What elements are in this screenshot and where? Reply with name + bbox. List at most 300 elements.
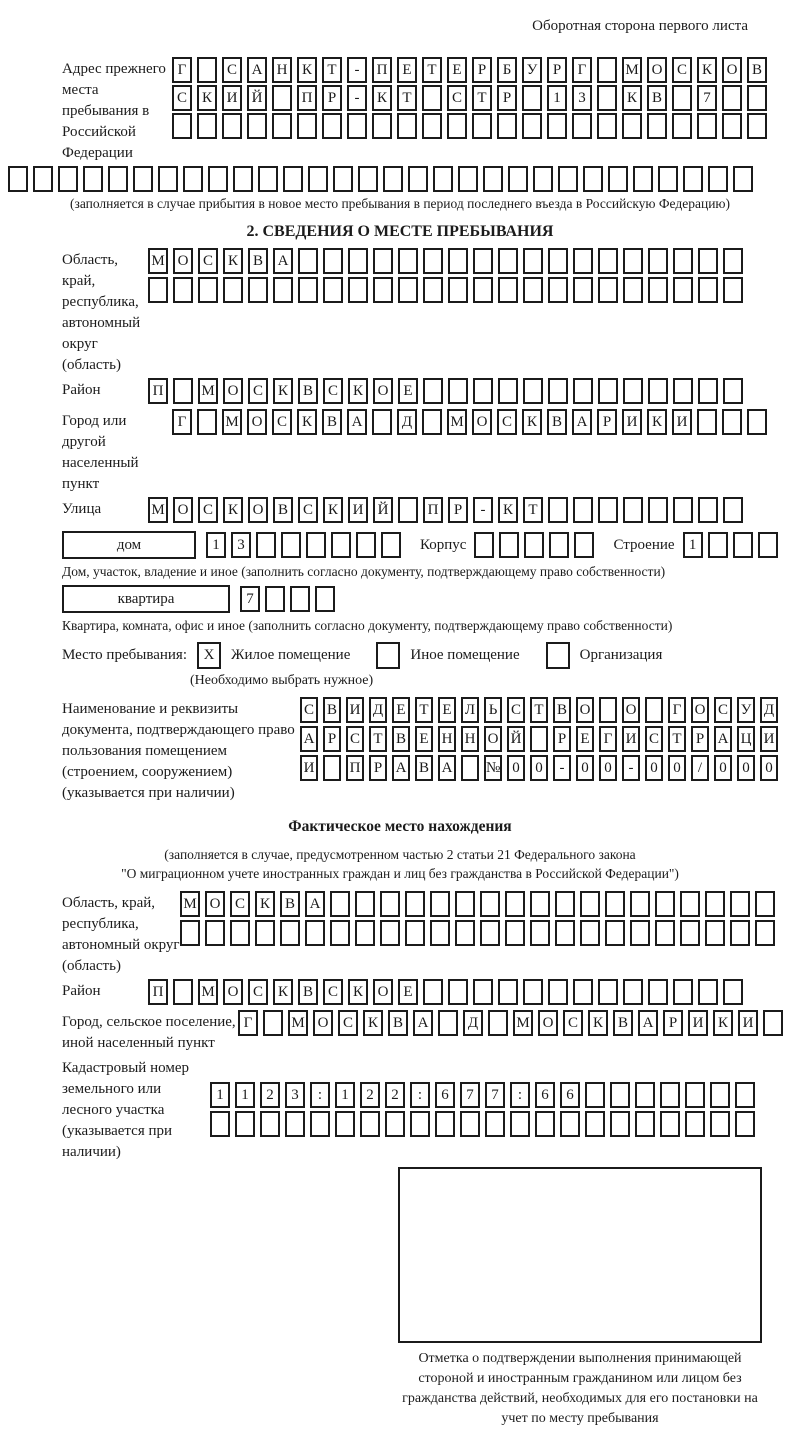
char-cell[interactable] xyxy=(698,378,718,404)
char-cell[interactable] xyxy=(747,409,767,435)
char-cell[interactable]: С xyxy=(298,497,318,523)
ownership-document-row-2[interactable] xyxy=(300,726,800,752)
char-cell[interactable]: 1 xyxy=(335,1082,355,1108)
char-cell[interactable]: Е xyxy=(438,697,456,723)
char-cell[interactable]: Т xyxy=(523,497,543,523)
char-cell[interactable] xyxy=(197,113,217,139)
char-cell[interactable] xyxy=(423,979,443,1005)
char-cell[interactable] xyxy=(722,113,742,139)
char-cell[interactable]: К xyxy=(713,1010,733,1036)
char-cell[interactable]: А xyxy=(714,726,732,752)
char-cell[interactable] xyxy=(598,277,618,303)
char-cell[interactable]: А xyxy=(572,409,592,435)
char-cell[interactable] xyxy=(660,1111,680,1137)
char-cell[interactable] xyxy=(723,378,743,404)
char-cell[interactable] xyxy=(648,979,668,1005)
char-cell[interactable]: С xyxy=(198,248,218,274)
char-cell[interactable] xyxy=(758,532,778,558)
char-cell[interactable] xyxy=(635,1111,655,1137)
char-cell[interactable] xyxy=(360,1111,380,1137)
char-cell[interactable]: 6 xyxy=(535,1082,555,1108)
char-cell[interactable] xyxy=(33,166,53,192)
char-cell[interactable]: С xyxy=(198,497,218,523)
char-cell[interactable]: С xyxy=(672,57,692,83)
char-cell[interactable] xyxy=(583,166,603,192)
char-cell[interactable]: П xyxy=(423,497,443,523)
char-cell[interactable] xyxy=(648,277,668,303)
char-cell[interactable] xyxy=(435,1111,455,1137)
char-cell[interactable] xyxy=(763,1010,783,1036)
char-cell[interactable]: В xyxy=(322,409,342,435)
char-cell[interactable] xyxy=(461,755,479,781)
char-cell[interactable]: Р xyxy=(323,726,341,752)
char-cell[interactable]: : xyxy=(510,1082,530,1108)
char-cell[interactable]: К xyxy=(522,409,542,435)
char-cell[interactable] xyxy=(580,891,600,917)
char-cell[interactable]: О xyxy=(722,57,742,83)
char-cell[interactable]: К xyxy=(273,979,293,1005)
char-cell[interactable] xyxy=(480,920,500,946)
char-cell[interactable]: А xyxy=(305,891,325,917)
char-cell[interactable] xyxy=(523,277,543,303)
char-cell[interactable] xyxy=(358,166,378,192)
char-cell[interactable]: К xyxy=(223,497,243,523)
char-cell[interactable] xyxy=(723,277,743,303)
char-cell[interactable] xyxy=(605,891,625,917)
char-cell[interactable]: А xyxy=(347,409,367,435)
char-cell[interactable] xyxy=(673,979,693,1005)
char-cell[interactable] xyxy=(348,248,368,274)
char-cell[interactable] xyxy=(273,277,293,303)
char-cell[interactable] xyxy=(685,1111,705,1137)
char-cell[interactable] xyxy=(708,166,728,192)
char-cell[interactable]: О xyxy=(691,697,709,723)
district-row[interactable] xyxy=(148,378,800,404)
char-cell[interactable]: С xyxy=(507,697,525,723)
char-cell[interactable] xyxy=(455,891,475,917)
char-cell[interactable]: С xyxy=(714,697,732,723)
char-cell[interactable] xyxy=(722,409,742,435)
char-cell[interactable] xyxy=(499,532,519,558)
char-cell[interactable] xyxy=(530,920,550,946)
char-cell[interactable] xyxy=(448,378,468,404)
char-cell[interactable]: 0 xyxy=(530,755,548,781)
char-cell[interactable] xyxy=(305,920,325,946)
char-cell[interactable] xyxy=(398,277,418,303)
char-cell[interactable] xyxy=(558,166,578,192)
char-cell[interactable]: М xyxy=(198,378,218,404)
char-cell[interactable]: С xyxy=(172,85,192,111)
char-cell[interactable] xyxy=(323,248,343,274)
char-cell[interactable]: Р xyxy=(663,1010,683,1036)
char-cell[interactable]: 0 xyxy=(760,755,778,781)
char-cell[interactable]: П xyxy=(148,979,168,1005)
char-cell[interactable] xyxy=(498,277,518,303)
char-cell[interactable] xyxy=(522,85,542,111)
char-cell[interactable] xyxy=(323,755,341,781)
char-cell[interactable] xyxy=(533,166,553,192)
char-cell[interactable]: М xyxy=(622,57,642,83)
char-cell[interactable]: Д xyxy=(369,697,387,723)
char-cell[interactable] xyxy=(705,920,725,946)
char-cell[interactable] xyxy=(710,1111,730,1137)
char-cell[interactable]: Е xyxy=(392,697,410,723)
char-cell[interactable]: Е xyxy=(398,979,418,1005)
char-cell[interactable] xyxy=(348,277,368,303)
char-cell[interactable] xyxy=(580,920,600,946)
char-cell[interactable]: 7 xyxy=(460,1082,480,1108)
char-cell[interactable]: И xyxy=(688,1010,708,1036)
char-cell[interactable] xyxy=(733,166,753,192)
char-cell[interactable] xyxy=(505,920,525,946)
char-cell[interactable]: К xyxy=(697,57,717,83)
char-cell[interactable]: С xyxy=(563,1010,583,1036)
char-cell[interactable] xyxy=(705,891,725,917)
prev-address-row-3[interactable] xyxy=(172,113,800,139)
char-cell[interactable] xyxy=(723,979,743,1005)
char-cell[interactable]: И xyxy=(760,726,778,752)
char-cell[interactable] xyxy=(673,378,693,404)
char-cell[interactable]: Й xyxy=(507,726,525,752)
char-cell[interactable] xyxy=(597,113,617,139)
char-cell[interactable] xyxy=(173,277,193,303)
char-cell[interactable] xyxy=(422,85,442,111)
char-cell[interactable] xyxy=(197,57,217,83)
char-cell[interactable] xyxy=(430,891,450,917)
char-cell[interactable] xyxy=(330,891,350,917)
char-cell[interactable] xyxy=(285,1111,305,1137)
char-cell[interactable] xyxy=(148,277,168,303)
char-cell[interactable] xyxy=(372,409,392,435)
char-cell[interactable] xyxy=(755,891,775,917)
char-cell[interactable] xyxy=(333,166,353,192)
char-cell[interactable] xyxy=(597,85,617,111)
char-cell[interactable] xyxy=(356,532,376,558)
char-cell[interactable]: А xyxy=(638,1010,658,1036)
char-cell[interactable] xyxy=(698,277,718,303)
char-cell[interactable] xyxy=(697,409,717,435)
char-cell[interactable] xyxy=(698,979,718,1005)
char-cell[interactable] xyxy=(263,1010,283,1036)
char-cell[interactable]: О xyxy=(313,1010,333,1036)
char-cell[interactable] xyxy=(573,248,593,274)
char-cell[interactable] xyxy=(530,891,550,917)
char-cell[interactable]: К xyxy=(622,85,642,111)
char-cell[interactable] xyxy=(423,248,443,274)
char-cell[interactable]: К xyxy=(372,85,392,111)
residence-option-dwelling-checkbox[interactable]: Х xyxy=(197,642,221,669)
char-cell[interactable]: В xyxy=(273,497,293,523)
char-cell[interactable] xyxy=(685,1082,705,1108)
char-cell[interactable]: Т xyxy=(369,726,387,752)
char-cell[interactable] xyxy=(610,1111,630,1137)
char-cell[interactable] xyxy=(610,1082,630,1108)
char-cell[interactable] xyxy=(210,1111,230,1137)
char-cell[interactable]: Т xyxy=(472,85,492,111)
char-cell[interactable] xyxy=(635,1082,655,1108)
char-cell[interactable]: - xyxy=(473,497,493,523)
char-cell[interactable] xyxy=(458,166,478,192)
char-cell[interactable]: И xyxy=(738,1010,758,1036)
residence-option-organization-checkbox[interactable] xyxy=(546,642,570,669)
char-cell[interactable] xyxy=(256,532,276,558)
char-cell[interactable]: В xyxy=(613,1010,633,1036)
char-cell[interactable] xyxy=(315,586,335,612)
char-cell[interactable]: В xyxy=(392,726,410,752)
char-cell[interactable]: - xyxy=(347,57,367,83)
char-cell[interactable]: Р xyxy=(472,57,492,83)
char-cell[interactable]: 1 xyxy=(547,85,567,111)
char-cell[interactable] xyxy=(473,248,493,274)
char-cell[interactable] xyxy=(548,979,568,1005)
char-cell[interactable] xyxy=(555,920,575,946)
char-cell[interactable] xyxy=(173,979,193,1005)
actual-region-row-2[interactable] xyxy=(180,920,800,946)
char-cell[interactable]: - xyxy=(622,755,640,781)
char-cell[interactable] xyxy=(680,891,700,917)
char-cell[interactable]: К xyxy=(297,57,317,83)
char-cell[interactable] xyxy=(235,1111,255,1137)
char-cell[interactable]: / xyxy=(691,755,709,781)
char-cell[interactable] xyxy=(347,113,367,139)
prev-address-row-4[interactable] xyxy=(8,166,800,192)
char-cell[interactable]: С xyxy=(300,697,318,723)
char-cell[interactable] xyxy=(648,497,668,523)
char-cell[interactable]: 1 xyxy=(683,532,703,558)
char-cell[interactable] xyxy=(660,1082,680,1108)
char-cell[interactable] xyxy=(405,891,425,917)
char-cell[interactable]: 0 xyxy=(576,755,594,781)
char-cell[interactable] xyxy=(710,1082,730,1108)
char-cell[interactable]: О xyxy=(472,409,492,435)
char-cell[interactable]: К xyxy=(323,497,343,523)
prev-address-row-2[interactable] xyxy=(172,85,800,111)
char-cell[interactable]: П xyxy=(297,85,317,111)
char-cell[interactable] xyxy=(585,1082,605,1108)
char-cell[interactable]: А xyxy=(438,755,456,781)
street-row[interactable] xyxy=(148,497,800,523)
char-cell[interactable] xyxy=(474,532,494,558)
char-cell[interactable]: А xyxy=(413,1010,433,1036)
char-cell[interactable] xyxy=(258,166,278,192)
char-cell[interactable]: С xyxy=(497,409,517,435)
char-cell[interactable] xyxy=(410,1111,430,1137)
char-cell[interactable]: С xyxy=(323,378,343,404)
char-cell[interactable] xyxy=(735,1082,755,1108)
char-cell[interactable]: Н xyxy=(438,726,456,752)
char-cell[interactable]: Т xyxy=(322,57,342,83)
char-cell[interactable] xyxy=(623,378,643,404)
char-cell[interactable] xyxy=(573,497,593,523)
char-cell[interactable] xyxy=(265,586,285,612)
char-cell[interactable]: 2 xyxy=(385,1082,405,1108)
char-cell[interactable]: Д xyxy=(463,1010,483,1036)
char-cell[interactable]: : xyxy=(310,1082,330,1108)
char-cell[interactable] xyxy=(447,113,467,139)
char-cell[interactable]: 6 xyxy=(560,1082,580,1108)
char-cell[interactable] xyxy=(623,497,643,523)
char-cell[interactable] xyxy=(673,248,693,274)
actual-district-row[interactable] xyxy=(148,979,800,1005)
char-cell[interactable] xyxy=(599,697,617,723)
char-cell[interactable]: В xyxy=(298,378,318,404)
char-cell[interactable] xyxy=(697,113,717,139)
char-cell[interactable] xyxy=(485,1111,505,1137)
char-cell[interactable]: Р xyxy=(597,409,617,435)
char-cell[interactable] xyxy=(448,248,468,274)
char-cell[interactable] xyxy=(408,166,428,192)
char-cell[interactable] xyxy=(381,532,401,558)
char-cell[interactable]: М xyxy=(222,409,242,435)
char-cell[interactable] xyxy=(380,920,400,946)
char-cell[interactable] xyxy=(673,277,693,303)
char-cell[interactable]: С xyxy=(346,726,364,752)
char-cell[interactable]: О xyxy=(484,726,502,752)
char-cell[interactable] xyxy=(331,532,351,558)
char-cell[interactable] xyxy=(523,378,543,404)
char-cell[interactable]: О xyxy=(248,497,268,523)
char-cell[interactable]: Д xyxy=(397,409,417,435)
char-cell[interactable] xyxy=(573,378,593,404)
char-cell[interactable]: А xyxy=(247,57,267,83)
char-cell[interactable] xyxy=(735,1111,755,1137)
char-cell[interactable]: П xyxy=(372,57,392,83)
region-row-1[interactable] xyxy=(148,248,800,274)
char-cell[interactable] xyxy=(573,979,593,1005)
char-cell[interactable]: 0 xyxy=(737,755,755,781)
char-cell[interactable]: Б xyxy=(497,57,517,83)
char-cell[interactable]: Р xyxy=(497,85,517,111)
char-cell[interactable] xyxy=(730,920,750,946)
char-cell[interactable]: В xyxy=(553,697,571,723)
char-cell[interactable]: К xyxy=(647,409,667,435)
char-cell[interactable] xyxy=(645,697,663,723)
char-cell[interactable]: Ц xyxy=(737,726,755,752)
char-cell[interactable] xyxy=(448,277,468,303)
char-cell[interactable]: У xyxy=(737,697,755,723)
char-cell[interactable] xyxy=(422,409,442,435)
char-cell[interactable]: Е xyxy=(576,726,594,752)
char-cell[interactable]: В xyxy=(248,248,268,274)
char-cell[interactable] xyxy=(598,979,618,1005)
char-cell[interactable] xyxy=(335,1111,355,1137)
char-cell[interactable] xyxy=(255,920,275,946)
char-cell[interactable] xyxy=(298,248,318,274)
char-cell[interactable]: 6 xyxy=(435,1082,455,1108)
char-cell[interactable] xyxy=(548,248,568,274)
char-cell[interactable]: И xyxy=(622,409,642,435)
char-cell[interactable] xyxy=(510,1111,530,1137)
char-cell[interactable] xyxy=(58,166,78,192)
char-cell[interactable] xyxy=(183,166,203,192)
char-cell[interactable] xyxy=(483,166,503,192)
char-cell[interactable] xyxy=(281,532,301,558)
char-cell[interactable] xyxy=(572,113,592,139)
char-cell[interactable] xyxy=(283,166,303,192)
char-cell[interactable] xyxy=(260,1111,280,1137)
char-cell[interactable]: Л xyxy=(461,697,479,723)
char-cell[interactable]: В xyxy=(547,409,567,435)
char-cell[interactable]: О xyxy=(538,1010,558,1036)
char-cell[interactable]: В xyxy=(280,891,300,917)
char-cell[interactable] xyxy=(747,113,767,139)
char-cell[interactable] xyxy=(648,248,668,274)
char-cell[interactable] xyxy=(523,979,543,1005)
char-cell[interactable] xyxy=(205,920,225,946)
char-cell[interactable] xyxy=(598,248,618,274)
char-cell[interactable]: Г xyxy=(599,726,617,752)
char-cell[interactable]: И xyxy=(672,409,692,435)
char-cell[interactable] xyxy=(198,277,218,303)
char-cell[interactable] xyxy=(172,113,192,139)
char-cell[interactable] xyxy=(655,920,675,946)
char-cell[interactable] xyxy=(247,113,267,139)
char-cell[interactable]: 2 xyxy=(260,1082,280,1108)
char-cell[interactable] xyxy=(355,920,375,946)
char-cell[interactable]: Т xyxy=(422,57,442,83)
char-cell[interactable]: С xyxy=(222,57,242,83)
char-cell[interactable]: В xyxy=(647,85,667,111)
char-cell[interactable] xyxy=(298,277,318,303)
char-cell[interactable] xyxy=(373,248,393,274)
char-cell[interactable]: Е xyxy=(398,378,418,404)
char-cell[interactable]: Е xyxy=(415,726,433,752)
char-cell[interactable]: 0 xyxy=(714,755,732,781)
char-cell[interactable] xyxy=(208,166,228,192)
char-cell[interactable]: Г xyxy=(172,409,192,435)
char-cell[interactable]: 7 xyxy=(240,586,260,612)
char-cell[interactable]: О xyxy=(247,409,267,435)
char-cell[interactable] xyxy=(680,920,700,946)
char-cell[interactable]: С xyxy=(447,85,467,111)
char-cell[interactable]: Т xyxy=(415,697,433,723)
char-cell[interactable] xyxy=(488,1010,508,1036)
char-cell[interactable]: О xyxy=(173,497,193,523)
char-cell[interactable] xyxy=(448,979,468,1005)
char-cell[interactable]: Т xyxy=(668,726,686,752)
stroenie-cells[interactable] xyxy=(683,532,783,558)
char-cell[interactable]: 0 xyxy=(507,755,525,781)
char-cell[interactable] xyxy=(385,1111,405,1137)
char-cell[interactable]: К xyxy=(348,979,368,1005)
char-cell[interactable] xyxy=(372,113,392,139)
char-cell[interactable]: В xyxy=(323,697,341,723)
char-cell[interactable]: О xyxy=(622,697,640,723)
char-cell[interactable]: М xyxy=(148,497,168,523)
char-cell[interactable] xyxy=(574,532,594,558)
char-cell[interactable] xyxy=(524,532,544,558)
char-cell[interactable]: П xyxy=(346,755,364,781)
char-cell[interactable] xyxy=(498,979,518,1005)
char-cell[interactable] xyxy=(548,378,568,404)
char-cell[interactable] xyxy=(722,85,742,111)
char-cell[interactable]: 2 xyxy=(360,1082,380,1108)
char-cell[interactable] xyxy=(248,277,268,303)
char-cell[interactable]: 0 xyxy=(645,755,663,781)
char-cell[interactable]: О xyxy=(647,57,667,83)
char-cell[interactable] xyxy=(197,409,217,435)
char-cell[interactable]: Д xyxy=(760,697,778,723)
char-cell[interactable] xyxy=(683,166,703,192)
char-cell[interactable] xyxy=(630,891,650,917)
char-cell[interactable]: К xyxy=(255,891,275,917)
char-cell[interactable]: К xyxy=(223,248,243,274)
char-cell[interactable] xyxy=(230,920,250,946)
char-cell[interactable] xyxy=(508,166,528,192)
char-cell[interactable]: К xyxy=(273,378,293,404)
char-cell[interactable] xyxy=(647,113,667,139)
char-cell[interactable]: 3 xyxy=(231,532,251,558)
